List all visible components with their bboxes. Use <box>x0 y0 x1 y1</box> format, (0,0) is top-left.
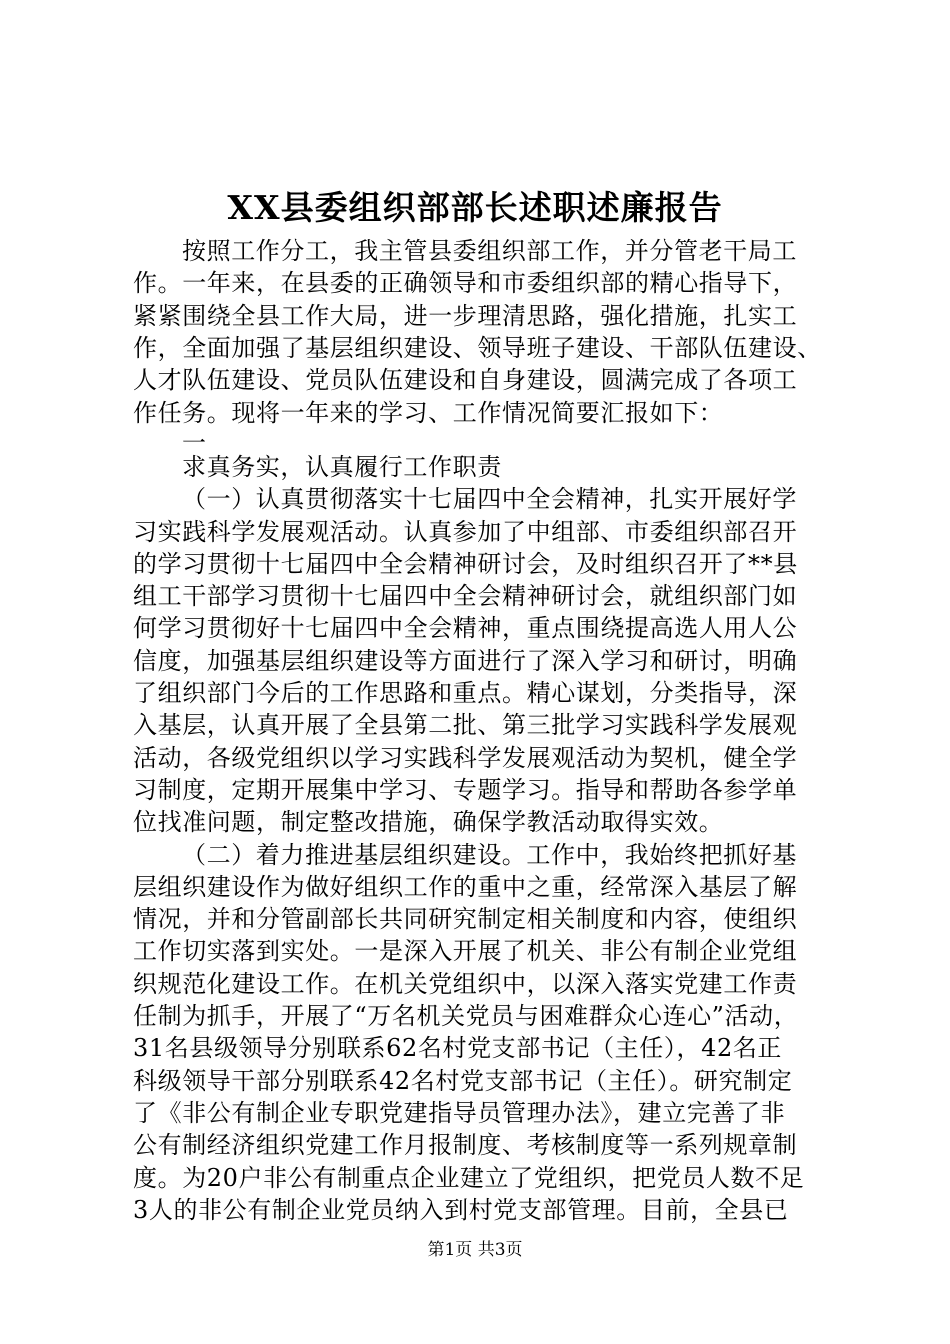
paragraph-line: 习实践科学发展观活动。认真参加了中组部、市委组织部召开 <box>133 518 798 546</box>
paragraph-line: （二）着力推进基层组织建设。工作中，我始终把抓好基 <box>182 841 797 869</box>
paragraph-line: 习制度，定期开展集中学习、专题学习。指导和帮助各参学单 <box>133 776 798 804</box>
paragraph-line: 3人的非公有制企业党员纳入到村党支部管理。目前，全县已 <box>133 1196 789 1224</box>
paragraph-line: 的学习贯彻十七届四中全会精神研讨会，及时组织召开了**县 <box>133 550 798 578</box>
paragraph-line: 紧紧围绕全县工作大局，进一步理清思路，强化措施，扎实工 <box>133 302 798 330</box>
paragraph-line: 组工干部学习贯彻十七届四中全会精神研讨会，就组织部门如 <box>133 582 798 610</box>
paragraph-line: 人才队伍建设、党员队伍建设和自身建设，圆满完成了各项工 <box>133 366 798 394</box>
paragraph-line: 情况，并和分管副部长共同研究制定相关制度和内容，使组织 <box>133 905 798 933</box>
paragraph-line: 度。为20户非公有制重点企业建立了党组织，把党员人数不足 <box>133 1164 805 1192</box>
paragraph-line: 了《非公有制企业专职党建指导员管理办法》，建立完善了非 <box>133 1099 786 1127</box>
paragraph-line: 工作切实落到实处。一是深入开展了机关、非公有制企业党组 <box>133 937 798 965</box>
section-number: 一 <box>182 429 207 457</box>
paragraph-line: 作，全面加强了基层组织建设、领导班子建设、干部队伍建设、 <box>133 334 822 362</box>
paragraph-line: （一）认真贯彻落实十七届四中全会精神，扎实开展好学 <box>182 485 797 513</box>
paragraph-line: 入基层，认真开展了全县第二批、第三批学习实践科学发展观 <box>133 711 798 739</box>
paragraph-line: 何学习贯彻好十七届四中全会精神，重点围绕提高选人用人公 <box>133 614 798 642</box>
paragraph-line: 信度，加强基层组织建设等方面进行了深入学习和研讨，明确 <box>133 647 798 675</box>
paragraph-line: 任制为抓手，开展了“万名机关党员与困难群众心连心”活动， <box>133 1002 799 1030</box>
paragraph-line: 按照工作分工，我主管县委组织部工作，并分管老干局工 <box>182 237 797 265</box>
paragraph-line: 公有制经济组织党建工作月报制度、考核制度等一系列规章制 <box>133 1131 798 1159</box>
paragraph-line: 了组织部门今后的工作思路和重点。精心谋划，分类指导，深 <box>133 679 798 707</box>
paragraph-line: 作任务。现将一年来的学习、工作情况简要汇报如下： <box>133 399 724 427</box>
document-title: XX县委组织部部长述职述廉报告 <box>227 188 723 227</box>
page-footer: 第1页 共3页 <box>427 1240 523 1260</box>
paragraph-line: 作。一年来，在县委的正确领导和市委组织部的精心指导下， <box>133 269 798 297</box>
paragraph-line: 31名县级领导分别联系62名村党支部书记（主任），42名正 <box>133 1034 783 1062</box>
section-heading: 求真务实，认真履行工作职责 <box>182 453 502 481</box>
paragraph-line: 活动，各级党组织以学习实践科学发展观活动为契机，健全学 <box>133 744 798 772</box>
paragraph-line: 位找准问题，制定整改措施，确保学教活动取得实效。 <box>133 808 724 836</box>
paragraph-line: 层组织建设作为做好组织工作的重中之重，经常深入基层了解 <box>133 873 798 901</box>
paragraph-line: 织规范化建设工作。在机关党组织中，以深入落实党建工作责 <box>133 970 798 998</box>
paragraph-line: 科级领导干部分别联系42名村党支部书记（主任）。研究制定 <box>133 1067 793 1095</box>
